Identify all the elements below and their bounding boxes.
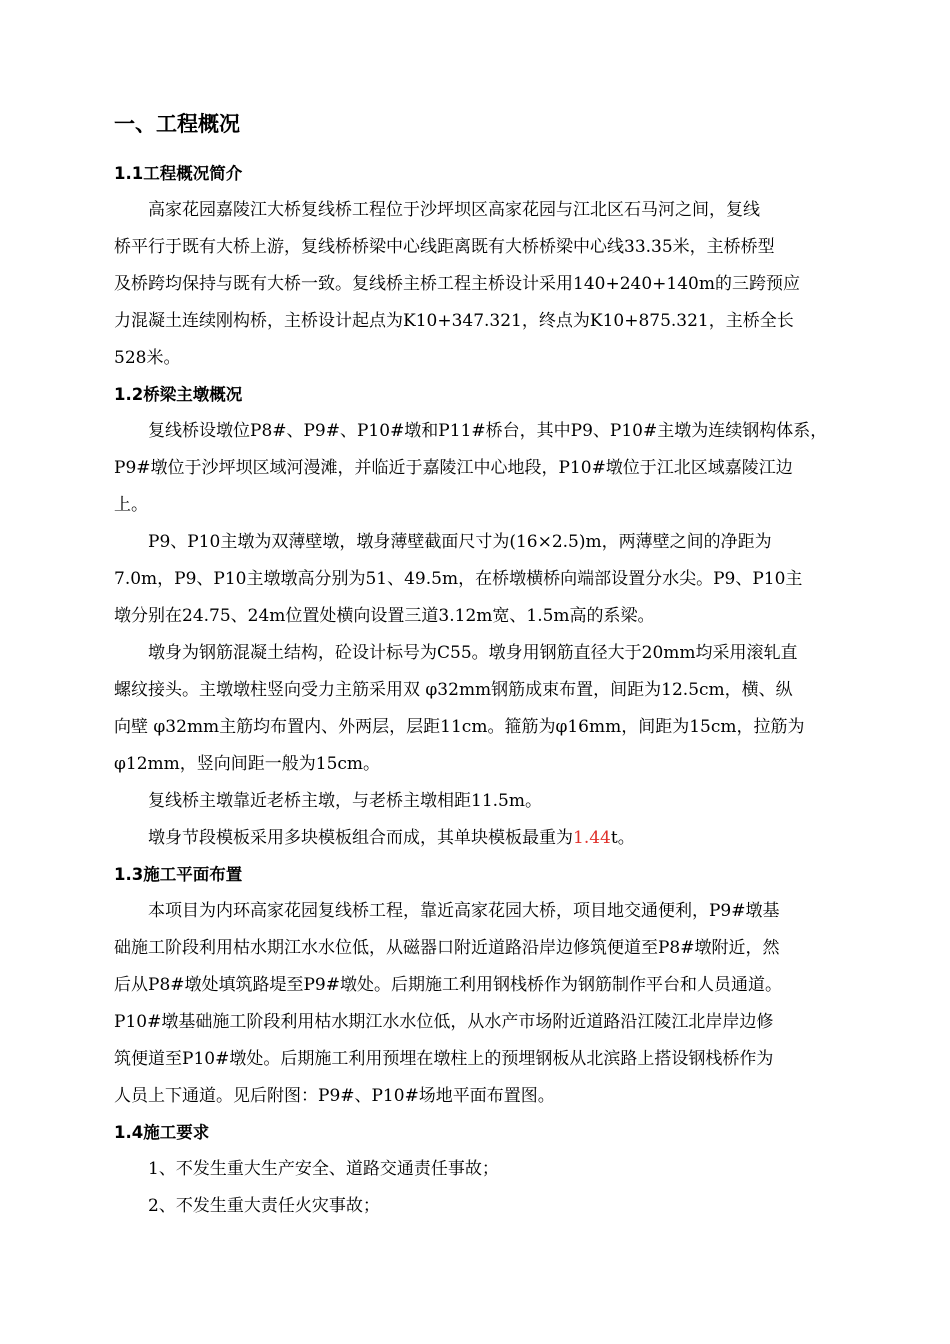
text-line: 螺纹接头。主墩墩柱竖向受力主筋采用双 φ32mm钢筋成束布置，间距为12.5cm，横、纵 — [114, 680, 793, 700]
paragraph-old-bridge-distance: 复线桥主墩靠近老桥主墩，与老桥主墩相距11.5m。 — [148, 791, 542, 811]
text-line: 桥平行于既有大桥上游，复线桥桥梁中心线距离既有大桥桥梁中心线33.35米，主桥桥型 — [114, 237, 775, 257]
text-line: 528米。 — [114, 348, 181, 368]
section-title-1-3: 1.3施工平面布置 — [114, 865, 243, 884]
document-body — [114, 104, 862, 1225]
formwork-text: 墩身节段模板采用多块模板组合而成，其单块模板最重为 — [148, 828, 573, 848]
text-line: 上。 — [114, 495, 148, 515]
text-line: 墩身为钢筋混凝土结构，砼设计标号为C55。墩身用钢筋直径大于20mm均采用滚轧直 — [148, 643, 798, 663]
paragraph-pier-dimensions — [114, 524, 862, 635]
text-line: 墩分别在24.75、24m位置处横向设置三道3.12m宽、1.5m高的系梁。 — [114, 606, 655, 626]
text-line: 本项目为内环高家花园复线桥工程，靠近高家花园大桥，项目地交通便利，P9#墩基 — [148, 901, 780, 921]
requirements-list — [114, 1151, 862, 1225]
paragraph-overview — [114, 192, 862, 377]
text-line: 筑便道至P10#墩处。后期施工利用预埋在墩柱上的预埋钢板从北滨路上搭设钢栈桥作为 — [114, 1049, 774, 1069]
paragraph-formwork — [114, 820, 862, 857]
text-line: 7.0m，P9、P10主墩墩高分别为51、49.5m，在桥墩横桥向端部设置分水尖。P9、P10主 — [114, 569, 803, 589]
text-line: 高家花园嘉陵江大桥复线桥工程位于沙坪坝区高家花园与江北区石马河之间，复线 — [148, 200, 760, 220]
text-line: 向壁 φ32mm主筋均布置内、外两层，层距11cm。箍筋为φ16mm，间距为15cm，拉筋为 — [114, 717, 805, 737]
text-line: P10#墩基础施工阶段利用枯水期江水水位低，从水产市场附近道路沿江陵江北岸岸边修 — [114, 1012, 774, 1032]
list-item: 2、不发生重大责任火灾事故； — [148, 1196, 380, 1216]
section-title-1-1: 1.1工程概况简介 — [114, 164, 243, 183]
text-line: P9、P10主墩为双薄壁墩，墩身薄壁截面尺寸为(16×2.5)m，两薄壁之间的净距为 — [148, 532, 772, 552]
text-line: 复线桥设墩位P8#、P9#、P10#墩和P11#桥台，其中P9、P10#主墩为连续钢构体系， — [148, 421, 828, 441]
text-line: 后从P8#墩处填筑路堤至P9#墩处。后期施工利用钢栈桥作为钢筋制作平台和人员通道。 — [114, 975, 782, 995]
text-line: 力混凝土连续刚构桥，主桥设计起点为K10+347.321，终点为K10+875.321，主桥全长 — [114, 311, 794, 331]
formwork-unit: t。 — [610, 828, 635, 848]
text-line: 础施工阶段利用枯水期江水水位低，从磁器口附近道路沿岸边修筑便道至P8#墩附近，然 — [114, 938, 780, 958]
chapter-heading: 一、工程概况 — [114, 112, 240, 136]
text-line: P9#墩位于沙坪坝区域河漫滩，并临近于嘉陵江中心地段，P10#墩位于江北区域嘉陵江边 — [114, 458, 793, 478]
section-title-1-4: 1.4施工要求 — [114, 1123, 210, 1142]
text-line: 及桥跨均保持与既有大桥一致。复线桥主桥工程主桥设计采用140+240+140m的三跨预应 — [114, 274, 800, 294]
paragraph-reinforcement — [114, 635, 862, 783]
text-line: φ12mm，竖向间距一般为15cm。 — [114, 754, 381, 774]
list-item: 1、不发生重大生产安全、道路交通责任事故； — [148, 1159, 499, 1179]
text-line: 人员上下通道。见后附图：P9#、P10#场地平面布置图。 — [114, 1086, 555, 1106]
formwork-weight-value: 1.44 — [573, 828, 611, 848]
paragraph-pier-positions — [114, 413, 862, 524]
section-title-1-2: 1.2桥梁主墩概况 — [114, 385, 243, 404]
paragraph-site-layout — [114, 893, 862, 1115]
